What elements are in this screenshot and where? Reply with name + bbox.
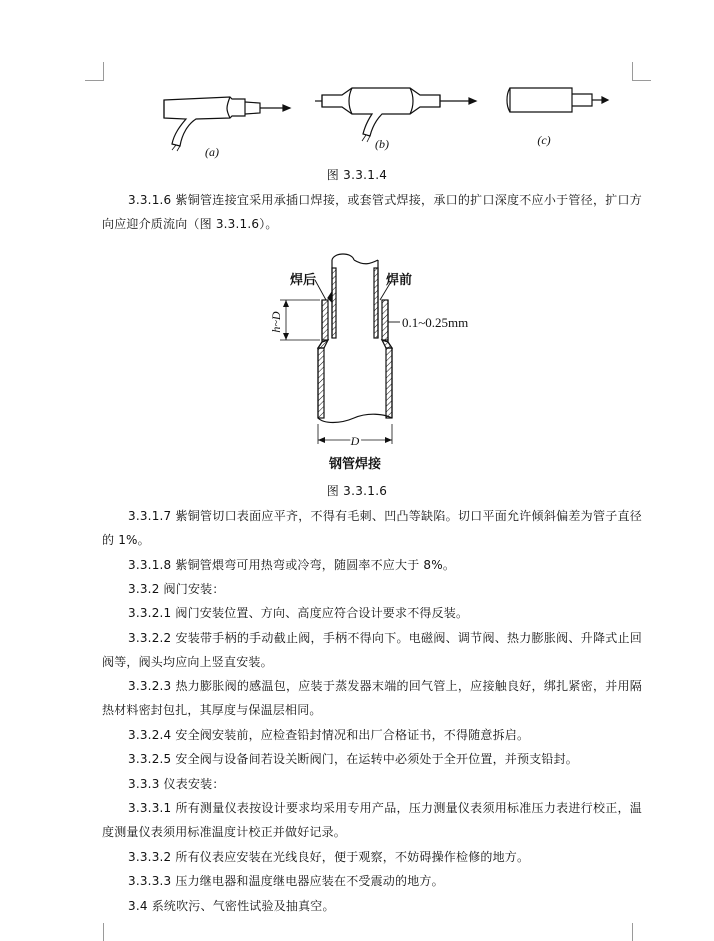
label-gap-size: 0.1~0.25mm xyxy=(402,315,469,330)
figure-steel-pipe-welding xyxy=(260,238,510,474)
label-after-weld: 焊后 xyxy=(290,273,317,288)
label-before-weld: 焊前 xyxy=(386,273,413,288)
heading-3-3-2: 3.3.2 阀门安装： xyxy=(128,582,225,596)
figure-2-caption: 图 3.3.1.6 xyxy=(326,484,388,498)
figure-1-caption: 图 3.3.1.4 xyxy=(326,168,388,182)
paragraph-3-3-2-5: 3.3.2.5 安全阀与设备间若设关断阀门，在运转中必须处于全开位置，并预支铅封。 xyxy=(128,752,578,766)
paragraph-3-3-1-6: 3.3.1.6 紫铜管连接宜采用承插口焊接，或套管式焊接，承口的扩口深度不应小于管径，扩口方向应迎介质流向（图 3.3.1.6）。 xyxy=(102,193,642,231)
joint-b-drawing xyxy=(315,88,476,142)
paragraph-3-3-2-2: 3.3.2.2 安装带手柄的手动截止阀，手柄不得向下。电磁阀、调节阀、热力膨胀阀、升降式止回阀等，阀头均应向上竖直安装。 xyxy=(102,631,642,669)
crop-mark-top-left xyxy=(85,62,104,81)
paragraph-3-3-3-1: 3.3.3.1 所有测量仪表按设计要求均采用专用产品，压力测量仪表须用标准压力表进行校正，温度测量仪表须用标准温度计校正并做好记录。 xyxy=(102,801,642,839)
paragraph-3-3-2-4: 3.3.2.4 安全阀安装前，应检查铅封情况和出厂合格证书，不得随意拆启。 xyxy=(128,728,530,742)
label-diameter: D xyxy=(350,434,360,448)
joint-b-label: (b) xyxy=(375,137,389,151)
paragraph-3-3-3-2: 3.3.3.2 所有仪表应安装在光线良好，便于观察，不妨碍操作检修的地方。 xyxy=(128,850,530,864)
heading-3-3-3: 3.3.3 仪表安装： xyxy=(128,777,225,791)
paragraph-3-3-3-3: 3.3.3.3 压力继电器和温度继电器应装在不受震动的地方。 xyxy=(128,874,444,888)
paragraph-3-3-2-1: 3.3.2.1 阀门安装位置、方向、高度应符合设计要求不得反装。 xyxy=(128,606,469,620)
joint-a-label: (a) xyxy=(205,145,219,159)
paragraph-3-3-1-7: 3.3.1.7 紫铜管切口表面应平齐，不得有毛刺、凹凸等缺陷。切口平面允许倾斜偏差为管子直径的 1%。 xyxy=(102,509,642,547)
figure-2-title: 钢管焊接 xyxy=(328,457,382,472)
joint-a-drawing xyxy=(164,97,290,151)
joint-c-label: (c) xyxy=(537,133,551,147)
crop-mark-top-right xyxy=(632,62,651,81)
heading-3-4: 3.4 系统吹污、气密性试验及抽真空。 xyxy=(128,899,335,913)
paragraph-3-3-2-3: 3.3.2.3 热力膨胀阀的感温包，应装于蒸发器末端的回气管上，应接触良好，绑扎紧密，并用隔热材料密封包扎，其厚度与保温层相同。 xyxy=(102,679,642,717)
crop-mark-bottom-left xyxy=(85,923,104,941)
figure-pipe-joints xyxy=(150,72,620,162)
label-h-d: h~D xyxy=(269,311,283,333)
crop-mark-bottom-right xyxy=(632,923,651,941)
paragraph-3-3-1-8: 3.3.1.8 紫铜管煨弯可用热弯或冷弯，随圆率不应大于 8%。 xyxy=(128,558,456,572)
joint-c-drawing xyxy=(507,88,608,112)
